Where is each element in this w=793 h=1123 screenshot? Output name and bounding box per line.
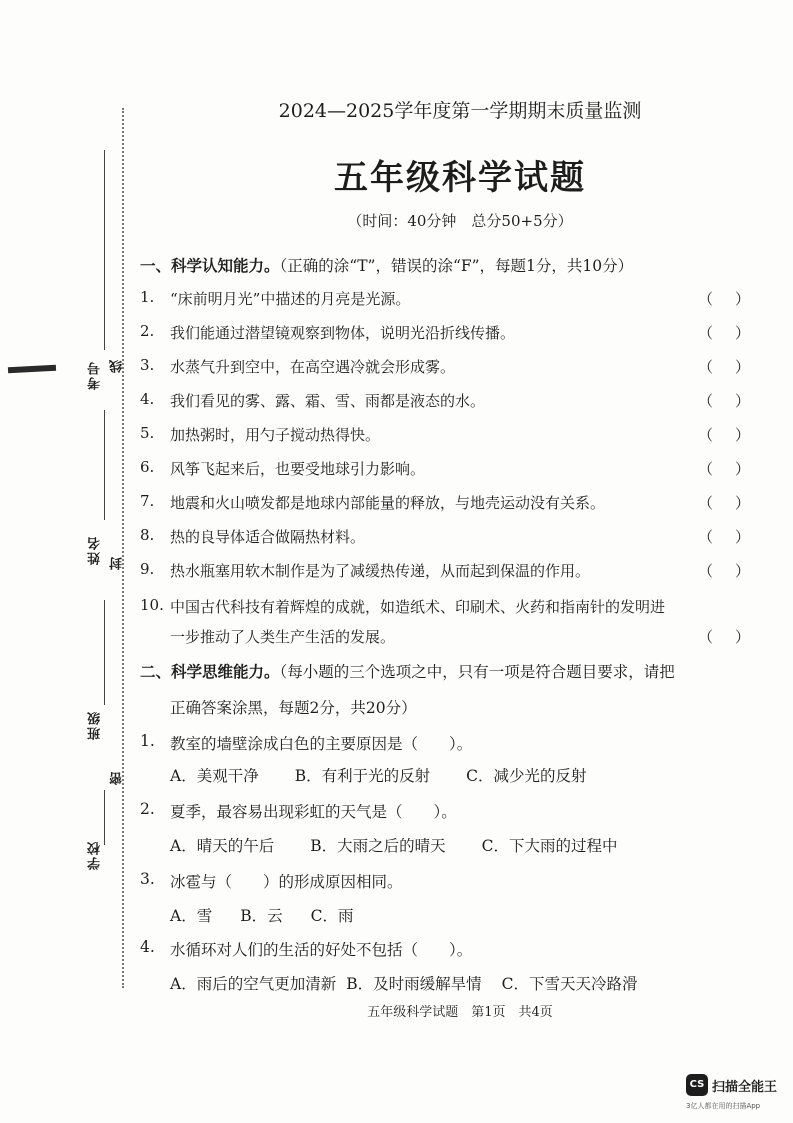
question-text: 冰雹与（ ）的形成原因相同。 (170, 873, 403, 891)
question-text: 我们能通过潜望镜观察到物体，说明光沿折线传播。 (170, 324, 516, 342)
school-underline (104, 790, 105, 845)
section2-heading (140, 660, 675, 682)
question-text: 我们看见的雾、露、霜、雪、雨都是液态的水。 (170, 392, 486, 410)
question-text: 中国古代科技有着辉煌的成就，如造纸术、印刷术、火药和指南针的发明进 (170, 598, 666, 616)
option-b[interactable]: B．大雨之后的晴天 (310, 837, 446, 855)
option-b[interactable]: B．有利于光的反射 (294, 767, 431, 785)
seal-char: 封 (110, 555, 125, 570)
answer-paren[interactable]: （ ） (698, 358, 750, 376)
tf-question (140, 492, 750, 516)
q10-answer-row (140, 626, 750, 650)
tf-question (140, 526, 750, 550)
answer-paren[interactable]: （ ） (698, 528, 750, 546)
question-text: 水循环对人们的生活的好处不包括（ ）。 (170, 941, 473, 959)
option-c[interactable]: C．下大雨的过程中 (481, 837, 618, 855)
question-number: 4. (140, 938, 155, 956)
question-number: 9. (140, 560, 155, 578)
answer-paren[interactable]: （ ） (698, 426, 750, 444)
question-text: 教室的墙壁涂成白色的主要原因是（ ）。 (170, 735, 473, 753)
question-number: 8. (140, 526, 155, 544)
section2-instruction: （每小题的三个选项之中，只有一项是符合题目要求，请把 (279, 663, 675, 681)
option-b[interactable]: B．及时雨缓解旱情 (346, 975, 482, 993)
tf-question (140, 390, 750, 414)
question-text: 加热粥时，用勺子搅动热得快。 (170, 426, 381, 444)
option-b[interactable]: B．云 (240, 907, 283, 925)
page-title: 五年级科学试题 (334, 158, 586, 198)
option-list (170, 972, 637, 994)
question-number: 10. (140, 596, 164, 614)
option-a[interactable]: A．雨后的空气更加清新 (170, 975, 337, 993)
exam-info: （时间：40分钟 总分50+5分） (347, 212, 573, 230)
school-label: 学校 (88, 840, 103, 870)
question-text: 热水瓶塞用软木制作是为了减缓热传递，从而起到保温的作用。 (170, 562, 591, 580)
name-underline (104, 410, 105, 520)
exam-no-underline (104, 150, 105, 350)
binding-mark (8, 365, 56, 374)
option-list (170, 764, 586, 786)
question-text: “床前明月光”中描述的月亮是光源。 (170, 290, 411, 308)
watermark-name: 扫描全能王 (712, 1080, 778, 1095)
option-c[interactable]: C．减少光的反射 (466, 767, 587, 785)
answer-paren[interactable]: （ ） (698, 460, 750, 478)
line-char: 线 (110, 358, 125, 373)
question-number: 7. (140, 492, 155, 510)
tf-question (140, 356, 750, 380)
section2-title: 二、科学思维能力。 (140, 662, 280, 681)
question-text: 热的良导体适合做隔热材料。 (170, 528, 366, 546)
tf-question (140, 322, 750, 346)
tf-question (140, 458, 750, 482)
class-underline (104, 600, 105, 705)
answer-paren[interactable]: （ ） (698, 392, 750, 410)
answer-paren[interactable]: （ ） (698, 562, 750, 580)
exam-no-label: 考号 (88, 360, 103, 390)
scanner-watermark (686, 1074, 786, 1114)
class-label: 班级 (88, 710, 103, 740)
watermark-subtitle: 3亿人都在用的扫描App (686, 1102, 761, 1110)
option-c[interactable]: C．下雪天天冷路滑 (501, 975, 638, 993)
camscanner-logo-icon: CS (686, 1074, 708, 1096)
question-number: 3. (140, 870, 155, 888)
question-text: 水蒸气升到空中，在高空遇冷就会形成雾。 (170, 358, 456, 376)
name-label: 姓名 (88, 535, 103, 565)
q10-continuation: 一步推动了人类生产生活的发展。 (170, 628, 396, 646)
page-footer: 五年级科学试题 第1页 共4页 (367, 1005, 553, 1020)
question-number: 1. (140, 288, 155, 306)
section1-instruction: （正确的涂“T”，错误的涂“F”，每题1分，共10分） (279, 257, 634, 275)
tf-question (140, 560, 750, 584)
tight-char: 密 (110, 770, 125, 785)
question-number: 4. (140, 390, 155, 408)
tf-question (140, 424, 750, 448)
question-number: 2. (140, 322, 155, 340)
option-a[interactable]: A．雪 (170, 907, 213, 925)
tf-question (140, 596, 750, 620)
question-number: 3. (140, 356, 155, 374)
answer-paren[interactable]: （ ） (698, 628, 750, 646)
tf-question (140, 288, 750, 312)
question-number: 5. (140, 424, 155, 442)
answer-paren[interactable]: （ ） (698, 494, 750, 512)
option-a[interactable]: A．美观干净 (170, 767, 259, 785)
option-list (170, 834, 617, 856)
question-number: 2. (140, 800, 155, 818)
question-number: 6. (140, 458, 155, 476)
question-text: 夏季，最容易出现彩虹的天气是（ ）。 (170, 803, 457, 821)
header-title: 2024—2025学年度第一学期期末质量监测 (278, 100, 642, 122)
section1-heading (140, 254, 633, 276)
section1-title: 一、科学认知能力。 (140, 256, 280, 275)
option-list (170, 904, 353, 926)
question-text: 风筝飞起来后，也要受地球引力影响。 (170, 460, 426, 478)
question-number: 1. (140, 732, 155, 750)
question-text: 地震和火山喷发都是地球内部能量的释放，与地壳运动没有关系。 (170, 494, 606, 512)
section2-instruction-cont: 正确答案涂黑，每题2分，共20分） (170, 699, 417, 717)
option-a[interactable]: A．晴天的午后 (170, 837, 275, 855)
answer-paren[interactable]: （ ） (698, 324, 750, 342)
answer-paren[interactable]: （ ） (698, 290, 750, 308)
seal-dotted-line (122, 108, 124, 988)
option-c[interactable]: C．雨 (310, 907, 354, 925)
